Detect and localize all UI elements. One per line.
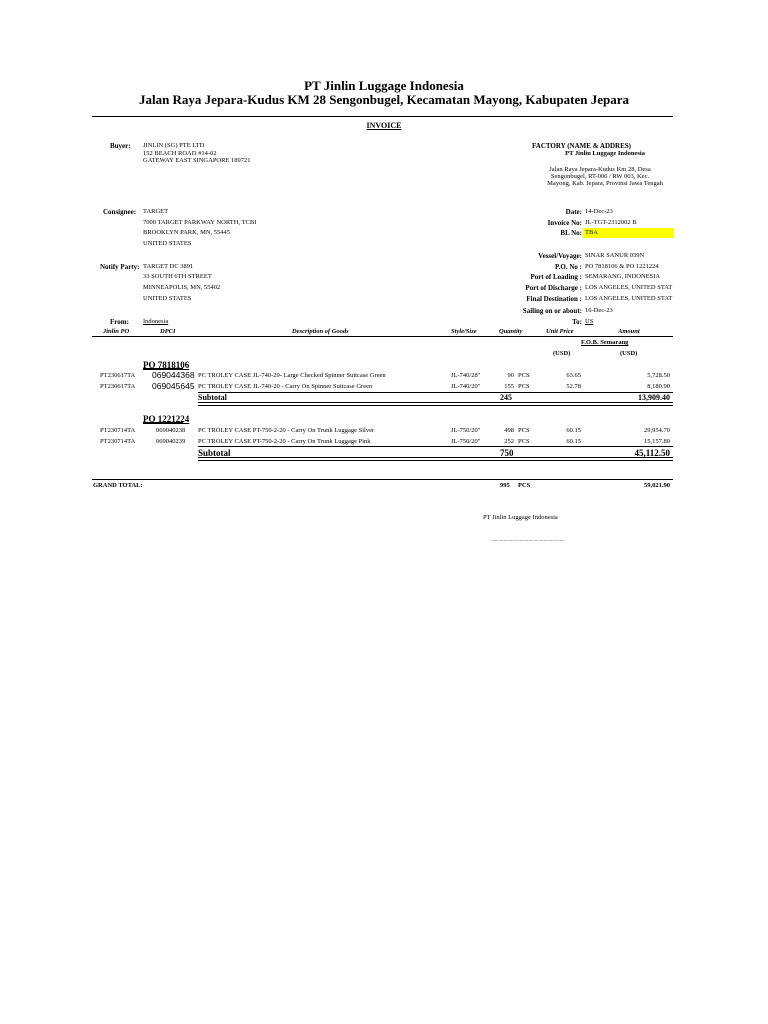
vessel-value: SINAR SANUR 039N [585, 252, 645, 259]
col-dpci: DPCI [160, 328, 176, 335]
subtotal-double-rule [198, 402, 673, 406]
cell-description: PC TROLEY CASE JL-740-20 - Carry On Spinner Suitcase Green [198, 383, 373, 390]
cell-unit: PCS [518, 438, 530, 445]
grand-total-unit: PCS [518, 482, 531, 489]
cell-style: JL-750/20" [451, 427, 481, 434]
cell-qty: 498 [504, 427, 514, 434]
company-name: PT Jinlin Luggage Indonesia [304, 78, 464, 93]
consignee-line: TARGET [143, 208, 169, 215]
grand-total-label: GRAND TOTAL: [93, 482, 143, 489]
final-destination-value: LOS ANGELES, UNITED STAT [585, 295, 673, 302]
cell-style: JL-740/28" [451, 372, 481, 379]
from-label: From: [110, 318, 129, 326]
cell-amount: 5,728.50 [647, 372, 670, 379]
factory-address-line: Jalan Raya Jepara-Kudus Km 28, Desa [549, 166, 651, 173]
signature-line: ........................................................... [491, 538, 565, 543]
invoice-title: INVOICE [366, 121, 402, 130]
cell-dpci: 069045645 [152, 381, 195, 391]
to-label: To: [572, 318, 582, 326]
bl-no-label: BL No: [560, 229, 582, 237]
subtotal-double-rule [198, 457, 673, 461]
notify-line: MINNEAPOLIS, MN, 55402 [143, 284, 221, 291]
po-no-value: PO 7818106 & PO 1221224 [585, 263, 659, 270]
cell-dpci: 069040238 [156, 427, 186, 434]
fob-label: F.O.B. Semarang [581, 339, 629, 346]
to-value: US [585, 318, 594, 325]
consignee-label: Consignee: [103, 208, 137, 216]
cell-price: 60.15 [566, 427, 581, 434]
invoice-no-label: Invoice No: [547, 219, 582, 227]
subtotal-amount: 13,909.40 [638, 393, 670, 402]
po-underline [143, 368, 183, 369]
cell-unit: PCS [518, 372, 530, 379]
sailing-value: 16-Dec-23 [585, 307, 613, 314]
port-loading-value: SEMARANG, INDONESIA [585, 273, 661, 280]
port-discharge-value: LOS ANGELES, UNITED STAT [585, 284, 673, 291]
notify-label: Notify Party: [100, 263, 140, 271]
consignee-line: UNITED STATES [143, 240, 192, 247]
date-value: 14-Dec-23 [585, 208, 613, 215]
notify-line: UNITED STATES [143, 295, 192, 302]
cell-jinlin-po: PT230714TA [100, 427, 136, 434]
vessel-label: Vessel/Voyage: [538, 252, 582, 260]
subtotal-divider [198, 446, 673, 447]
po-underline [143, 422, 183, 423]
subtotal-qty: 245 [500, 393, 512, 402]
usd-label: (USD) [553, 350, 571, 357]
cell-unit: PCS [518, 383, 530, 390]
bl-no-value: TBA [585, 229, 598, 236]
cell-qty: 252 [504, 438, 514, 445]
cell-amount: 15,157.80 [644, 438, 670, 445]
cell-price: 60.15 [566, 438, 581, 445]
cell-price: 63.65 [566, 372, 581, 379]
grand-total-qty: 995 [500, 482, 510, 489]
cell-qty: 155 [504, 383, 514, 390]
notify-line: TARGET DC 3891 [143, 263, 194, 270]
port-loading-label: Port of Loading : [530, 273, 582, 281]
buyer-line: 152 BEACH ROAD #14-02 [143, 150, 217, 157]
table-header-divider [92, 336, 673, 337]
subtotal-label: Subtotal [198, 393, 227, 402]
cell-description: PC TROLEY CASE JL-740-29- Large Checked Spinner Suitcase Green [198, 372, 386, 379]
subtotal-label: Subtotal [198, 448, 231, 458]
po-group-heading: PO 1221224 [143, 414, 190, 424]
consignee-line: 7000 TARGET PARKWAY NORTH, TCBI [143, 219, 257, 226]
signature-company: PT Jinlin Luggage Indonesia [483, 514, 558, 521]
final-destination-label: Final Destination : [526, 295, 582, 303]
buyer-label: Buyer: [110, 142, 131, 150]
buyer-line: GATEWAY EAST SINGAPORE 189721 [143, 157, 251, 164]
invoice-no-value: JL-TGT-2312002 B [585, 219, 637, 226]
usd-label: (USD) [620, 350, 638, 357]
col-style-size: Style/Size [451, 328, 477, 335]
cell-amount: 8,180.90 [647, 383, 670, 390]
cell-description: PC TROLEY CASE PT-750-2-20 - Carry On Trunk Luggage Silver [198, 427, 375, 434]
port-discharge-label: Port of Discharge : [525, 284, 582, 292]
col-amount: Amount [618, 328, 640, 335]
cell-amount: 29,954.70 [644, 427, 670, 434]
grand-total-divider [92, 479, 673, 480]
cell-jinlin-po: PT230617TA [100, 383, 136, 390]
buyer-line: JINLIN (SG) PTE LTD [143, 142, 205, 149]
cell-unit: PCS [518, 427, 530, 434]
factory-name: PT Jinlin Luggage Indonesia [565, 150, 645, 157]
consignee-line: BROOKLYN PARK, MN, 55445 [143, 229, 231, 236]
col-description: Description of Goods [292, 328, 349, 335]
cell-qty: 90 [507, 372, 514, 379]
col-quantity: Quantity [499, 328, 523, 335]
header-divider [92, 116, 673, 117]
cell-price: 52.78 [566, 383, 581, 390]
date-label: Date: [565, 208, 582, 216]
factory-label: FACTORY (NAME & ADDRES) [532, 142, 631, 150]
po-group-heading: PO 7818106 [143, 360, 190, 370]
factory-address-line: Mayong, Kab. Jepara, Provinsi Jawa Tengah [547, 180, 663, 187]
cell-style: JL-740/20" [451, 383, 481, 390]
company-address: Jalan Raya Jepara-Kudus KM 28 Sengonbugel, Kecamatan Mayong, Kabupaten Jepara [138, 92, 630, 107]
col-jinlin-po: Jinlin PO [103, 328, 130, 335]
po-no-label: P.O. No : [555, 263, 582, 271]
cell-style: JL-750/20" [451, 438, 481, 445]
cell-jinlin-po: PT230617TA [100, 372, 136, 379]
grand-total-amount: 59,021.90 [644, 482, 670, 489]
cell-jinlin-po: PT230714TA [100, 438, 136, 445]
sailing-label: Sailing on or about: [522, 307, 582, 315]
subtotal-qty: 750 [500, 448, 514, 458]
cell-dpci: 069044368 [152, 370, 195, 380]
col-unit-price: Unit Price [546, 328, 574, 335]
cell-description: PC TROLEY CASE PT-750-2-20 - Carry On Trunk Luggage Pink [198, 438, 371, 445]
from-value: Indonesia [143, 318, 169, 325]
notify-line: 33 SOUTH 6TH STREET [143, 273, 212, 280]
subtotal-divider [198, 392, 673, 393]
subtotal-amount: 45,112.50 [634, 448, 670, 458]
factory-address-line: Sengonbugel, RT-006 / RW 003, Kec. [550, 173, 650, 180]
cell-dpci: 069040239 [156, 438, 186, 445]
